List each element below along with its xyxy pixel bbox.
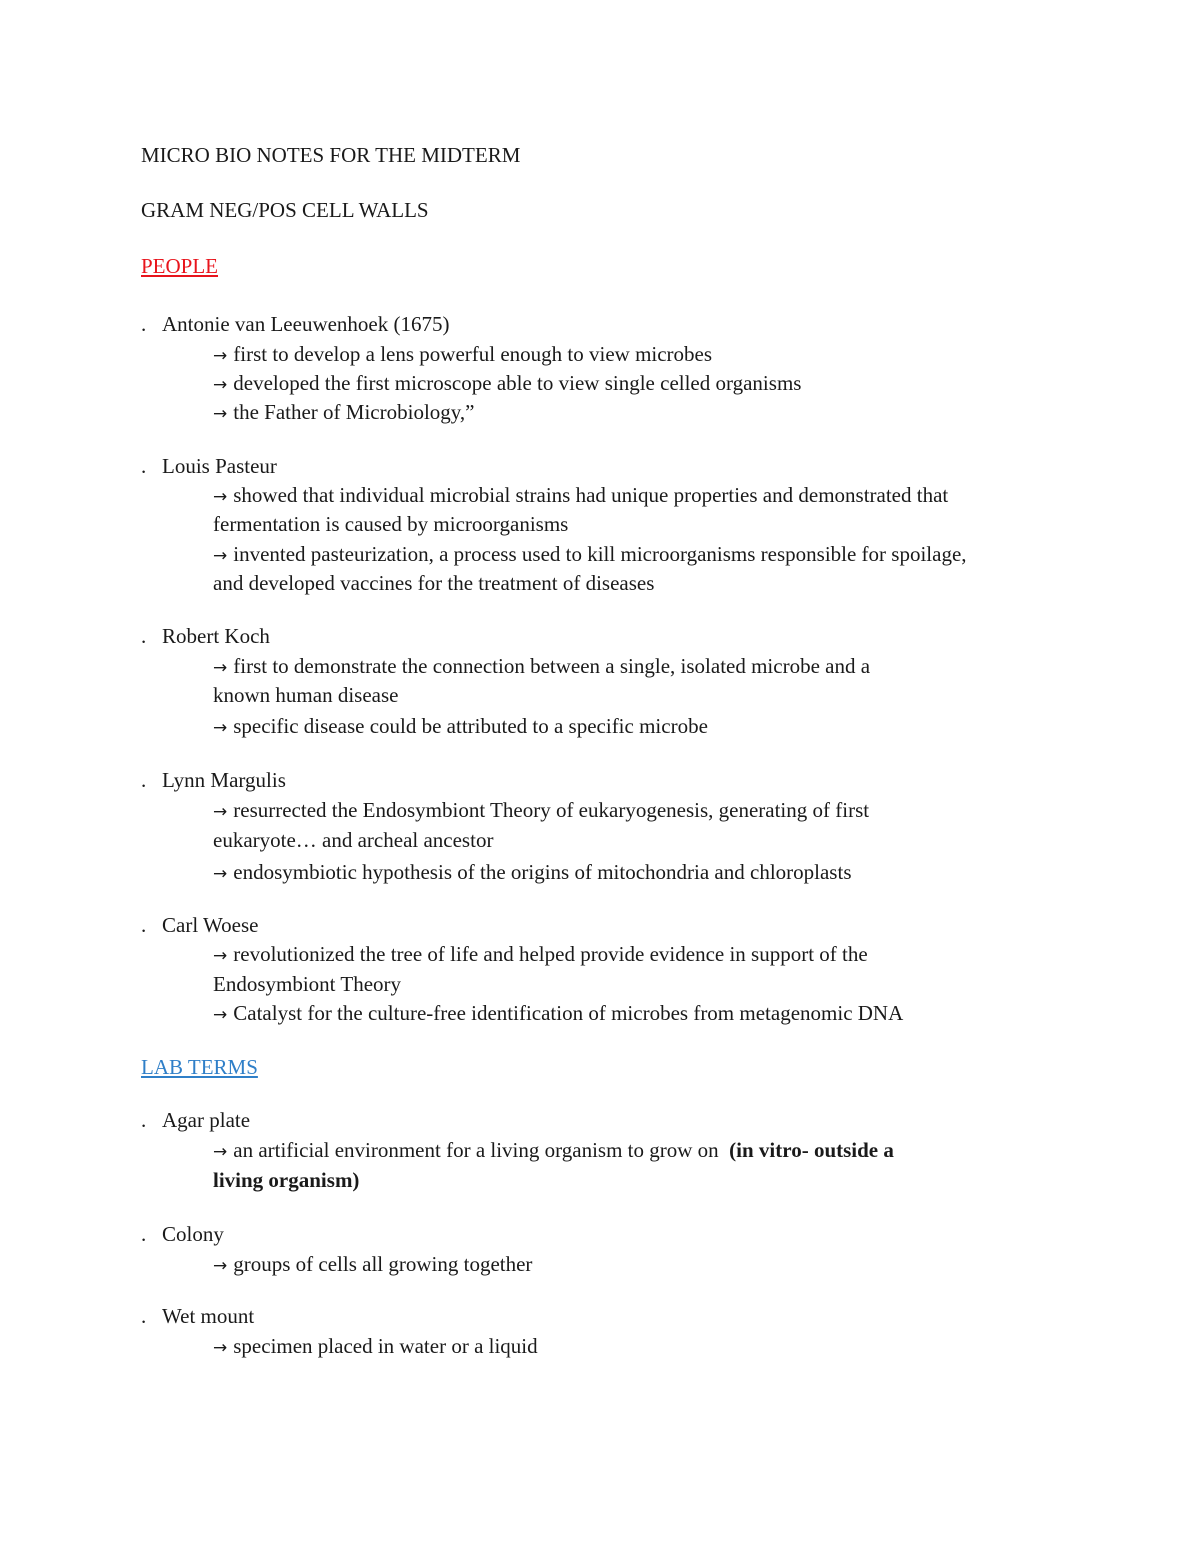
arrow-icon: →	[213, 404, 228, 424]
arrow-icon: →	[213, 546, 228, 566]
document-subtitle: GRAM NEG/POS CELL WALLS	[141, 198, 429, 222]
note-line: → an artificial environment for a living organism to grow on (in vitro- outside a	[213, 1138, 894, 1162]
arrow-icon: →	[213, 1005, 228, 1025]
bullet-marker: .	[141, 1304, 147, 1328]
arrow-icon: →	[213, 802, 228, 822]
note-line: → Catalyst for the culture-free identification of microbes from metagenomic DNA	[213, 1001, 904, 1025]
arrow-icon: →	[213, 346, 228, 366]
note-line: → resurrected the Endosymbiont Theory of eukaryogenesis, generating of first	[213, 798, 870, 822]
note-line: → groups of cells all growing together	[213, 1252, 533, 1276]
bullet-marker: .	[141, 768, 147, 792]
document-title: MICRO BIO NOTES FOR THE MIDTERM	[141, 143, 521, 167]
note-line: and developed vaccines for the treatment of diseases	[213, 571, 655, 595]
arrow-icon: →	[213, 658, 228, 678]
term-leeuwenhoek: Antonie van Leeuwenhoek (1675)	[162, 312, 450, 336]
arrow-icon: →	[213, 1338, 228, 1358]
bullet-marker: .	[141, 1222, 147, 1246]
note-line: → invented pasteurization, a process used to kill microorganisms responsible for spoilage,	[213, 542, 967, 566]
note-line: Endosymbiont Theory	[213, 972, 402, 996]
note-line: → revolutionized the tree of life and helped provide evidence in support of the	[213, 942, 868, 966]
note-line: eukaryote… and archeal ancestor	[213, 828, 494, 852]
arrow-icon: →	[213, 1142, 228, 1162]
bullet-marker: .	[141, 624, 147, 648]
note-line: → first to demonstrate the connection between a single, isolated microbe and a	[213, 654, 871, 678]
bullet-marker: .	[141, 913, 147, 937]
term-koch: Robert Koch	[162, 624, 270, 648]
section-heading-people: PEOPLE	[141, 254, 219, 278]
bullet-marker: .	[141, 312, 147, 336]
note-line: → endosymbiotic hypothesis of the origins of mitochondria and chloroplasts	[213, 860, 852, 884]
note-line: known human disease	[213, 683, 399, 707]
arrow-icon: →	[213, 864, 228, 884]
note-line: → specific disease could be attributed to a specific microbe	[213, 714, 708, 738]
term-margulis: Lynn Margulis	[162, 768, 286, 792]
arrow-icon: →	[213, 1256, 228, 1276]
term-woese: Carl Woese	[162, 913, 259, 937]
term-colony: Colony	[162, 1222, 224, 1246]
note-line: → showed that individual microbial strains had unique properties and demonstrated that	[213, 483, 949, 507]
bold-note: (in vitro- outside a	[729, 1138, 894, 1162]
bullet-marker: .	[141, 454, 147, 478]
note-line: → developed the first microscope able to view single celled organisms	[213, 371, 802, 395]
note-line: fermentation is caused by microorganisms	[213, 512, 569, 536]
section-heading-lab-terms: LAB TERMS	[141, 1055, 258, 1079]
term-agar-plate: Agar plate	[162, 1108, 251, 1132]
arrow-icon: →	[213, 718, 228, 738]
term-wet-mount: Wet mount	[162, 1304, 255, 1328]
arrow-icon: →	[213, 946, 228, 966]
note-line: → first to develop a lens powerful enough to view microbes	[213, 342, 713, 366]
note-line: → specimen placed in water or a liquid	[213, 1334, 538, 1358]
arrow-icon: →	[213, 375, 228, 395]
term-pasteur: Louis Pasteur	[162, 454, 277, 478]
note-line: → the Father of Microbiology,”	[213, 400, 475, 424]
bullet-marker: .	[141, 1108, 147, 1132]
bold-note: living organism)	[213, 1168, 360, 1192]
arrow-icon: →	[213, 487, 228, 507]
